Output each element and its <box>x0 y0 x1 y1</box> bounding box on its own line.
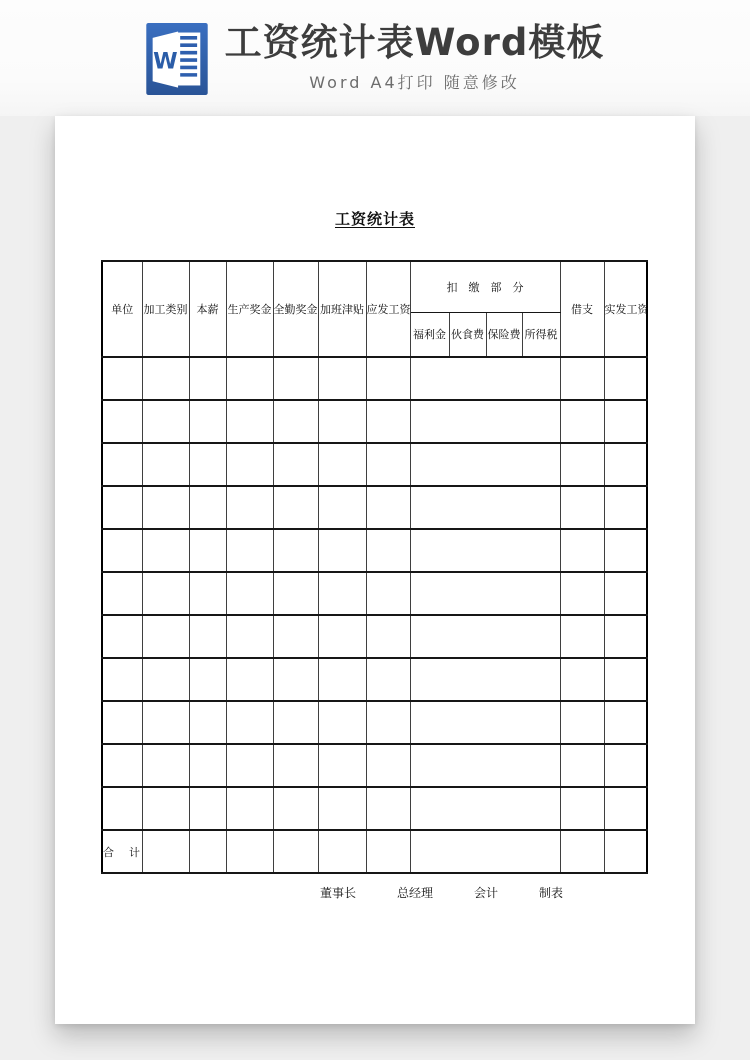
cell-base-salary <box>189 443 226 486</box>
table-row <box>102 744 647 787</box>
document-page <box>55 116 695 1024</box>
cell-deduction-merged <box>410 787 560 830</box>
total-cell <box>560 830 604 873</box>
total-cell <box>273 830 318 873</box>
cell-overtime-allowance <box>318 572 366 615</box>
cell-unit <box>102 744 142 787</box>
cell-deduction-merged <box>410 400 560 443</box>
cell-net-pay <box>604 744 647 787</box>
salary-table <box>101 260 648 874</box>
col-header-base-salary: 本薪 <box>189 261 226 357</box>
cell-base-salary <box>189 701 226 744</box>
signature-preparer: 制表 <box>539 886 564 900</box>
table-body <box>102 357 647 830</box>
total-cell <box>226 830 273 873</box>
cell-production-bonus <box>226 486 273 529</box>
cell-work-type <box>142 572 189 615</box>
cell-production-bonus <box>226 572 273 615</box>
word-icon <box>146 23 208 95</box>
cell-unit <box>102 443 142 486</box>
header-row-main <box>102 261 647 312</box>
cell-overtime-allowance <box>318 701 366 744</box>
cell-base-salary <box>189 486 226 529</box>
cell-gross-pay <box>366 572 410 615</box>
cell-gross-pay <box>366 615 410 658</box>
cell-work-type <box>142 443 189 486</box>
cell-production-bonus <box>226 443 273 486</box>
cell-net-pay <box>604 701 647 744</box>
cell-work-type <box>142 486 189 529</box>
cell-attendance-bonus <box>273 572 318 615</box>
cell-base-salary <box>189 615 226 658</box>
cell-attendance-bonus <box>273 787 318 830</box>
cell-deduction-merged <box>410 357 560 400</box>
col-header-deduction-group: 扣 缴 部 分 <box>410 261 560 312</box>
cell-attendance-bonus <box>273 486 318 529</box>
table-row <box>102 400 647 443</box>
cell-advance <box>560 615 604 658</box>
col-header-advance: 借支 <box>560 261 604 357</box>
cell-unit <box>102 658 142 701</box>
cell-production-bonus <box>226 701 273 744</box>
signature-general-manager: 总经理 <box>397 886 434 900</box>
cell-attendance-bonus <box>273 701 318 744</box>
table-row <box>102 572 647 615</box>
cell-attendance-bonus <box>273 615 318 658</box>
col-header-welfare-fund: 福利金 <box>410 312 449 357</box>
cell-attendance-bonus <box>273 357 318 400</box>
cell-deduction-merged <box>410 615 560 658</box>
cell-unit <box>102 529 142 572</box>
total-row <box>102 830 647 873</box>
signature-line <box>320 884 695 901</box>
col-header-net-pay: 实发工资 <box>604 261 647 357</box>
total-cell <box>366 830 410 873</box>
table-header <box>102 261 647 357</box>
total-cell <box>318 830 366 873</box>
cell-overtime-allowance <box>318 615 366 658</box>
col-header-gross-pay: 应发工资 <box>366 261 410 357</box>
total-cell <box>142 830 189 873</box>
cell-overtime-allowance <box>318 357 366 400</box>
cell-net-pay <box>604 400 647 443</box>
cell-production-bonus <box>226 529 273 572</box>
cell-deduction-merged <box>410 701 560 744</box>
cell-advance <box>560 529 604 572</box>
col-header-meal-fee: 伙食费 <box>449 312 486 357</box>
cell-gross-pay <box>366 744 410 787</box>
cell-gross-pay <box>366 486 410 529</box>
doc-title <box>55 116 695 229</box>
cell-gross-pay <box>366 400 410 443</box>
banner-title: 工资统计表Word模板 <box>224 20 605 64</box>
cell-base-salary <box>189 357 226 400</box>
cell-work-type <box>142 400 189 443</box>
cell-unit <box>102 572 142 615</box>
cell-advance <box>560 357 604 400</box>
cell-deduction-merged <box>410 486 560 529</box>
cell-gross-pay <box>366 357 410 400</box>
doc-title-text: 工资统计表 <box>334 210 415 228</box>
cell-production-bonus <box>226 400 273 443</box>
cell-deduction-merged <box>410 529 560 572</box>
total-cell <box>189 830 226 873</box>
cell-net-pay <box>604 658 647 701</box>
cell-advance <box>560 486 604 529</box>
cell-attendance-bonus <box>273 658 318 701</box>
cell-base-salary <box>189 400 226 443</box>
table-row <box>102 658 647 701</box>
cell-gross-pay <box>366 443 410 486</box>
col-header-work-type: 加工类别 <box>142 261 189 357</box>
cell-advance <box>560 787 604 830</box>
cell-net-pay <box>604 787 647 830</box>
cell-overtime-allowance <box>318 658 366 701</box>
cell-advance <box>560 658 604 701</box>
cell-advance <box>560 572 604 615</box>
cell-overtime-allowance <box>318 400 366 443</box>
cell-attendance-bonus <box>273 443 318 486</box>
cell-production-bonus <box>226 744 273 787</box>
table-row <box>102 486 647 529</box>
cell-production-bonus <box>226 357 273 400</box>
cell-advance <box>560 744 604 787</box>
cell-unit <box>102 787 142 830</box>
cell-work-type <box>142 744 189 787</box>
cell-work-type <box>142 357 189 400</box>
cell-production-bonus <box>226 787 273 830</box>
table-row <box>102 787 647 830</box>
table-row <box>102 529 647 572</box>
cell-work-type <box>142 658 189 701</box>
banner-text <box>224 20 605 94</box>
signature-accountant: 会计 <box>474 886 499 900</box>
cell-attendance-bonus <box>273 529 318 572</box>
cell-net-pay <box>604 572 647 615</box>
total-cell <box>604 830 647 873</box>
cell-work-type <box>142 615 189 658</box>
cell-overtime-allowance <box>318 443 366 486</box>
cell-gross-pay <box>366 529 410 572</box>
col-header-income-tax: 所得税 <box>522 312 560 357</box>
table-row <box>102 357 647 400</box>
cell-attendance-bonus <box>273 400 318 443</box>
cell-base-salary <box>189 658 226 701</box>
banner <box>0 0 750 116</box>
cell-work-type <box>142 529 189 572</box>
col-header-insurance-fee: 保险费 <box>486 312 522 357</box>
cell-advance <box>560 400 604 443</box>
cell-advance <box>560 443 604 486</box>
cell-deduction-merged <box>410 744 560 787</box>
table-total-section <box>102 830 647 873</box>
cell-deduction-merged <box>410 572 560 615</box>
cell-base-salary <box>189 529 226 572</box>
col-header-unit: 单位 <box>102 261 142 357</box>
cell-work-type <box>142 787 189 830</box>
table-row <box>102 443 647 486</box>
cell-overtime-allowance <box>318 529 366 572</box>
cell-unit <box>102 400 142 443</box>
cell-deduction-merged <box>410 443 560 486</box>
cell-net-pay <box>604 443 647 486</box>
cell-base-salary <box>189 572 226 615</box>
word-icon-letter: W <box>152 48 178 75</box>
col-header-overtime-allowance: 加班津贴 <box>318 261 366 357</box>
table-row <box>102 615 647 658</box>
col-header-attendance-bonus: 全勤奖金 <box>273 261 318 357</box>
signature-chairman: 董事长 <box>320 886 357 900</box>
cell-net-pay <box>604 486 647 529</box>
cell-production-bonus <box>226 658 273 701</box>
cell-unit <box>102 615 142 658</box>
col-header-production-bonus: 生产奖金 <box>226 261 273 357</box>
cell-attendance-bonus <box>273 744 318 787</box>
cell-net-pay <box>604 357 647 400</box>
cell-work-type <box>142 701 189 744</box>
table-row <box>102 701 647 744</box>
cell-overtime-allowance <box>318 744 366 787</box>
total-row-label: 合 计 <box>102 830 142 873</box>
cell-net-pay <box>604 615 647 658</box>
cell-gross-pay <box>366 658 410 701</box>
cell-unit <box>102 486 142 529</box>
cell-gross-pay <box>366 701 410 744</box>
cell-production-bonus <box>226 615 273 658</box>
cell-base-salary <box>189 787 226 830</box>
cell-advance <box>560 701 604 744</box>
cell-base-salary <box>189 744 226 787</box>
cell-overtime-allowance <box>318 486 366 529</box>
cell-unit <box>102 357 142 400</box>
cell-unit <box>102 701 142 744</box>
banner-subtitle: Word A4打印 随意修改 <box>309 73 520 93</box>
cell-deduction-merged <box>410 658 560 701</box>
cell-overtime-allowance <box>318 787 366 830</box>
cell-gross-pay <box>366 787 410 830</box>
cell-net-pay <box>604 529 647 572</box>
total-deduction-merged-cell <box>410 830 560 873</box>
